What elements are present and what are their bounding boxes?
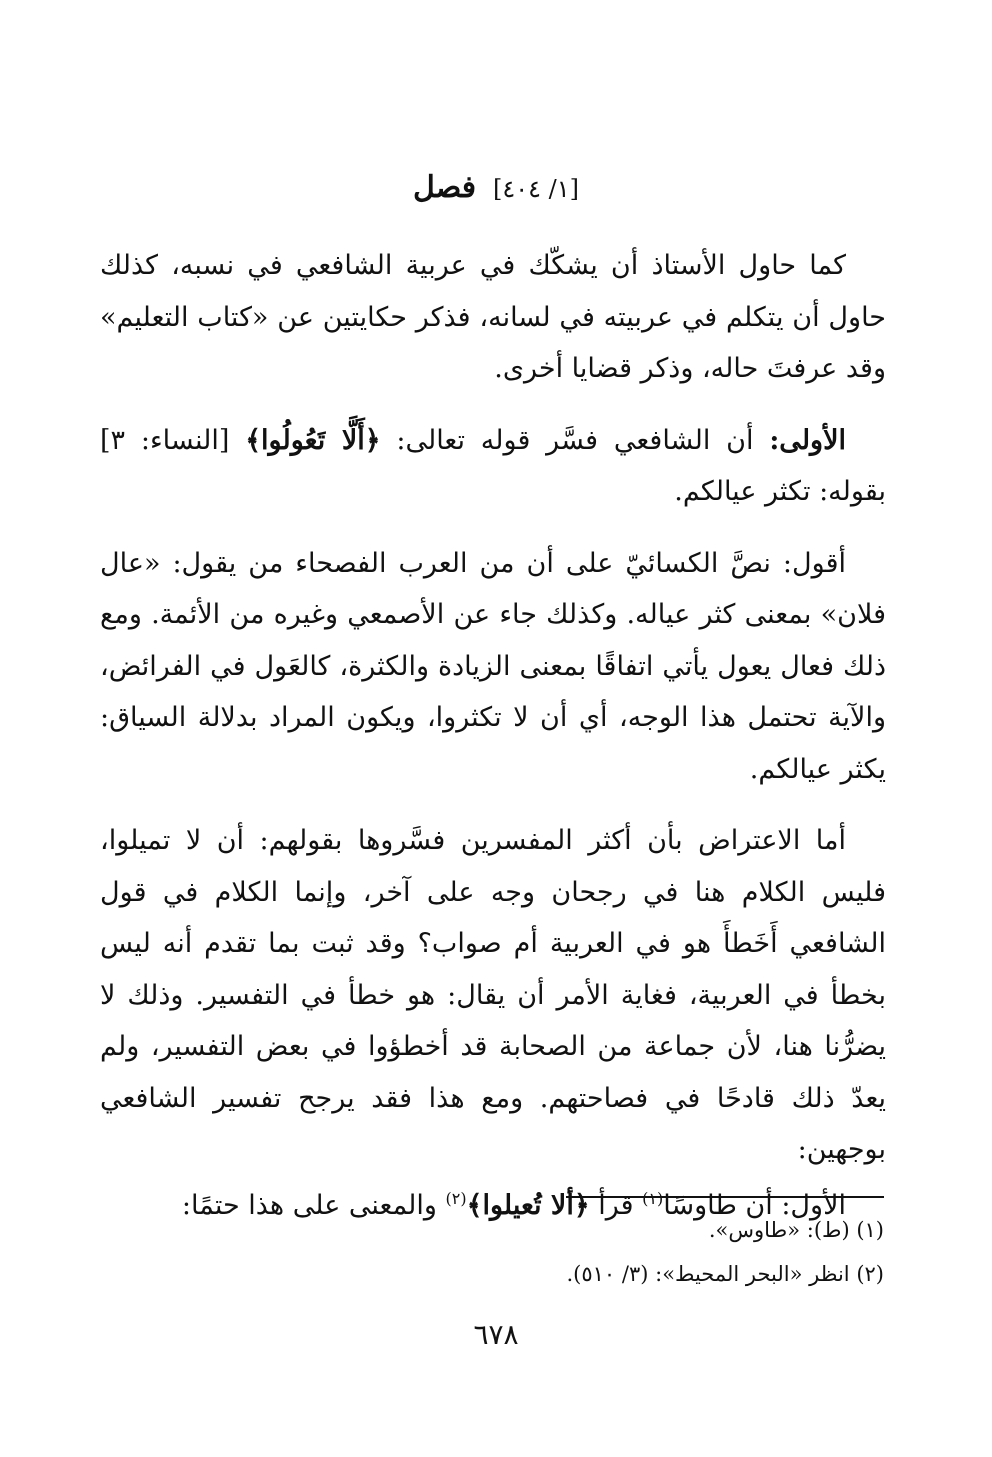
footnote-marker-1[interactable]: (١)	[642, 1188, 664, 1208]
footnote-1: (١) (ط): «طاوس».	[708, 1218, 884, 1242]
paragraph-intro: كما حاول الأستاذ أن يشكّك في عربية الشافعي في نسبه، كذلك حاول أن يتكلم في عربيته في لسانه، فذكر حكايتين عن «كتاب التعليم» وقد عرفتَ حاله، وذكر قضايا أخرى.	[100, 250, 886, 384]
first-reason-end: والمعنى على هذا حتمًا:	[181, 1189, 446, 1221]
section-title: فصل	[412, 170, 477, 205]
quran-verse: ﴿أَلَّا تَعُولُوا﴾	[245, 424, 381, 456]
paragraph-reply: أقول: نصَّ الكسائيّ على أن من العرب الفصحاء من يقول: «عال فلان» بمعنى كثر عياله. وكذلك جاء عن الأصمعي وغيره من الأئمة. ومع ذلك فعال يعول يأتي اتفاقًا بمعنى الزيادة والكثرة، كالعَول في الفرائض، والآية تحتمل هذا الوجه، أي أن لا تكثروا، ويكون المراد بدلالة السياق: يكثر عيالكم.	[100, 547, 886, 785]
quran-reading: ﴿ألا تُعيلوا﴾	[466, 1189, 590, 1221]
first-issue-keyword: الأولى:	[769, 424, 846, 456]
section-reference: [١/ ٤٠٤]	[492, 175, 579, 203]
first-reason-start: الأول: أن طاوسًا	[663, 1189, 846, 1221]
first-issue-text-after: بقوله: تكثر عيالكم.	[674, 476, 886, 507]
first-issue-text-before: أن الشافعي فسَّر قوله تعالى:	[380, 424, 770, 456]
footnote-divider	[566, 1196, 884, 1198]
section-heading	[100, 168, 892, 209]
verse-reference: [النساء: ٣]	[100, 424, 246, 456]
page-number: ٦٧٨	[473, 1318, 519, 1351]
paragraph-first-issue	[100, 415, 886, 518]
footnote-2: (٢) انظر «البحر المحيط»: (٣/ ٥١٠).	[566, 1262, 884, 1286]
footnotes	[184, 1208, 884, 1296]
paragraph-objection: أما الاعتراض بأن أكثر المفسرين فسَّروها بقولهم: أن لا تميلوا، فليس الكلام هنا في رجحان وجه على آخر، وإنما الكلام في قول الشافعي أَخَطأَ هو في العربية أم صواب؟ وقد ثبت بما تقدم أنه ليس بخطأ في العربية، فغاية الأمر أن يقال: هو خطأ في التفسير. وذلك لا يضرُّنا هنا، لأن جماعة من الصحابة قد أخطؤوا في بعض التفسير، ولم يعدّ ذلك قادحًا في فصاحتهم. ومع هذا فقد يرجح تفسير الشافعي بوجهين:	[100, 825, 886, 1165]
first-reason-mid: قرأ	[589, 1189, 643, 1221]
footnote-marker-2[interactable]: (٢)	[445, 1188, 467, 1208]
main-text	[100, 240, 886, 1251]
